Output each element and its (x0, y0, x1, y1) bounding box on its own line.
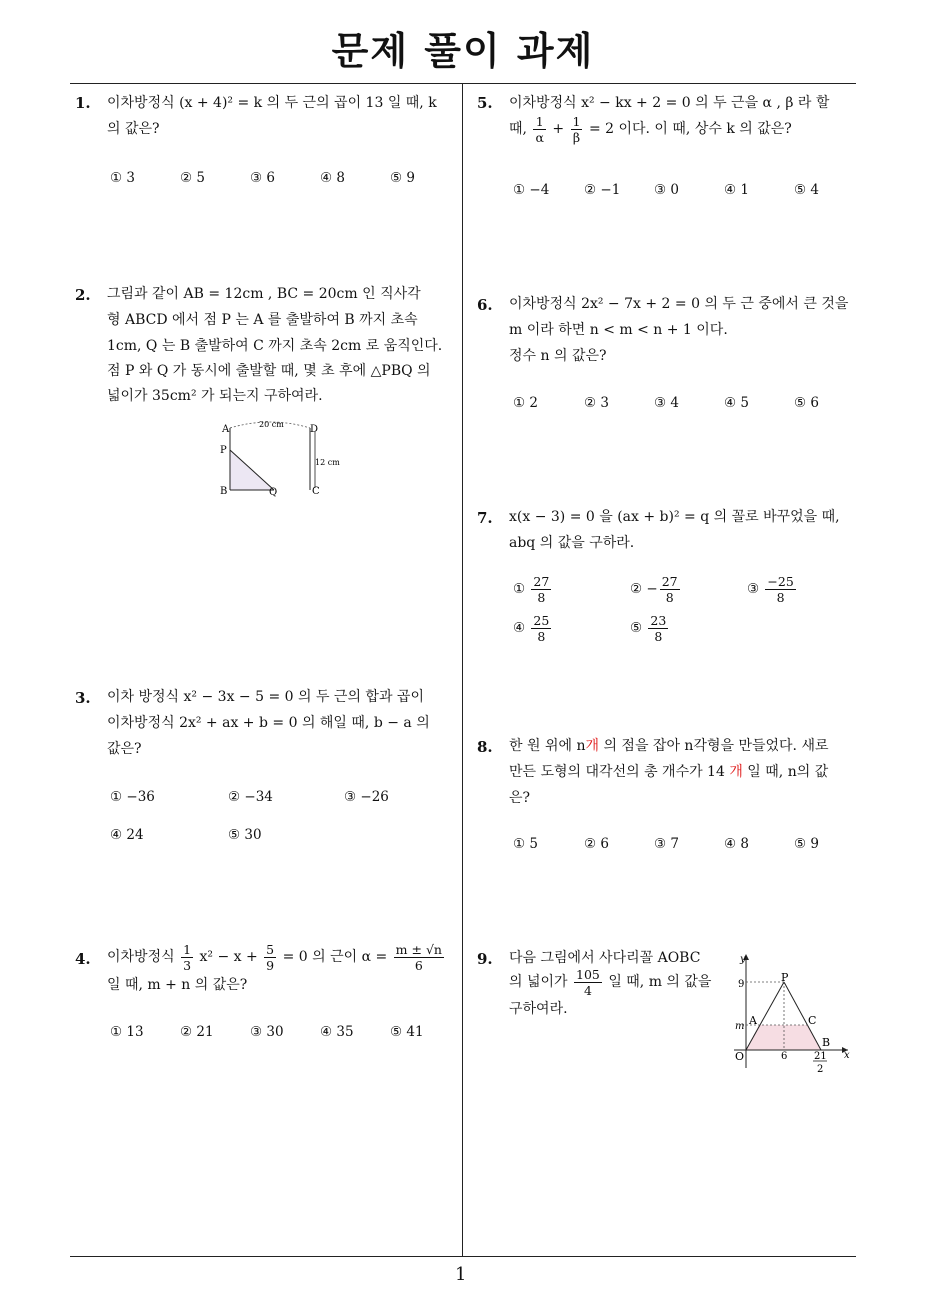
question-text: 의 값은? (107, 121, 160, 137)
fraction (571, 114, 583, 145)
answer-choice: ② −34 (228, 789, 273, 805)
choice-sign: − (646, 581, 658, 597)
question-text: 점 P 와 Q 가 동시에 출발할 때, 몇 초 후에 △PBQ 의 (107, 363, 431, 379)
trapezoid-figure (730, 948, 855, 1078)
question-text: 이차방정식 x² − kx + 2 = 0 의 두 근을 α , β 라 할 (509, 95, 830, 111)
label-C: C (312, 486, 320, 497)
footer-divider (70, 1256, 856, 1257)
question-text: 이차 방정식 x² − 3x − 5 = 0 의 두 근의 합과 곱이 (107, 689, 424, 705)
question-text: 이차방정식 2x² − 7x + 2 = 0 의 두 근 중에서 큰 것을 (509, 296, 849, 312)
answer-choice: ④ 35 (320, 1024, 354, 1040)
page-title: 문제 풀이 과제 (331, 29, 595, 73)
question-number: 4. (75, 950, 91, 968)
fraction (660, 574, 680, 605)
question-number: 8. (477, 738, 493, 756)
fraction (533, 114, 545, 145)
answer-choice: ③ −26 (344, 789, 389, 805)
answer-choice: ③ 6 (250, 170, 275, 186)
question-number: 2. (75, 286, 91, 304)
answer-choice (513, 613, 553, 644)
question-text: 형 ABCD 에서 점 P 는 A 를 출발하여 B 까지 초속 (107, 312, 418, 328)
question-text: 이차방정식 (x + 4)² = k 의 두 근의 곱이 13 일 때, k (107, 95, 437, 111)
label-D: D (310, 424, 319, 435)
text-segment: + (552, 121, 565, 137)
answer-choice: ③ 4 (654, 395, 679, 411)
text-segment: 의 넓이가 (509, 974, 568, 990)
numerator: 1 (183, 941, 192, 957)
choice-mark: ④ (513, 620, 526, 636)
answer-choice: ② 21 (180, 1024, 214, 1040)
fraction (531, 613, 551, 644)
column-divider (462, 84, 463, 1256)
answer-choice: ④ 8 (320, 170, 345, 186)
label-nine: 9 (738, 979, 745, 990)
question-text: 은? (509, 790, 531, 806)
question-text: abq 의 값을 구하라. (509, 535, 635, 551)
numerator: m ± √n (395, 941, 442, 957)
question-number: 6. (477, 296, 493, 314)
answer-choice (630, 613, 670, 644)
label-six: 6 (781, 1051, 788, 1062)
question-text: 구하여라. (509, 1001, 568, 1017)
answer-choice: ① 13 (110, 1024, 144, 1040)
denominator: 6 (414, 957, 423, 973)
answer-choice: ⑤ 6 (794, 395, 819, 411)
fraction (264, 942, 276, 973)
answer-choice: ⑤ 9 (794, 836, 819, 852)
denominator: 8 (537, 629, 546, 644)
label-y: y (740, 954, 746, 965)
answer-choice (630, 574, 682, 605)
answer-choice (513, 574, 553, 605)
label-B: B (822, 1036, 831, 1049)
highlight-text: 개 (729, 764, 743, 780)
question-number: 7. (477, 509, 493, 527)
answer-choice: ④ 5 (724, 395, 749, 411)
denominator: 9 (266, 957, 275, 973)
numerator: 105 (576, 966, 600, 982)
choice-mark: ② (630, 581, 643, 597)
question-text (509, 965, 711, 999)
text-segment: 만든 도형의 대각선의 총 개수가 14 (509, 764, 730, 780)
answer-choice: ① −4 (513, 182, 550, 198)
denominator: 3 (183, 957, 192, 973)
denominator: 8 (776, 590, 785, 605)
answer-choice: ③ 0 (654, 182, 679, 198)
answer-choice: ② 3 (584, 395, 609, 411)
answer-choice: ⑤ 30 (228, 827, 262, 843)
answer-choice: ③ 30 (250, 1024, 284, 1040)
numerator: 25 (533, 613, 550, 628)
question-number: 9. (477, 950, 493, 968)
answer-choice: ① 3 (110, 170, 135, 186)
text-segment: = 0 의 근이 α = (282, 949, 388, 965)
answer-choice: ④ 8 (724, 836, 749, 852)
answer-choice: ⑤ 41 (390, 1024, 424, 1040)
denominator: 8 (665, 590, 674, 605)
question-text (107, 940, 446, 974)
question-text: 일 때, m + n 의 값은? (107, 977, 248, 993)
question-text: 값은? (107, 741, 142, 757)
answer-choice (747, 574, 798, 605)
label-A: A (749, 1014, 757, 1027)
answer-choice: ⑤ 4 (794, 182, 819, 198)
text-segment: 때, (509, 121, 527, 137)
question-text: 이차방정식 2x² + ax + b = 0 의 해일 때, b − a 의 (107, 715, 430, 731)
label-Q: Q (269, 487, 278, 498)
label-P: P (781, 971, 789, 984)
label-m: m (735, 1021, 745, 1032)
text-segment: 이차방정식 (107, 949, 175, 965)
label-frac-denominator: 2 (817, 1064, 824, 1075)
rectangle-figure (212, 418, 357, 502)
label-O: O (735, 1050, 745, 1063)
answer-choice: ④ 1 (724, 182, 749, 198)
question-text (509, 733, 829, 759)
text-segment: 한 원 위에 n (509, 738, 586, 754)
fraction (181, 942, 193, 973)
choice-mark: ③ (747, 581, 760, 597)
denominator: α (535, 129, 544, 145)
highlight-text: 개 (585, 738, 599, 754)
question-text: x(x − 3) = 0 을 (ax + b)² = q 의 꼴로 바꾸었을 때, (509, 509, 840, 525)
answer-choice: ② 5 (180, 170, 205, 186)
answer-choice: ① −36 (110, 789, 155, 805)
label-C: C (808, 1014, 817, 1027)
label-P: P (220, 445, 227, 456)
denominator: 8 (537, 590, 546, 605)
answer-choice: ① 2 (513, 395, 538, 411)
question-text: m 이라 하면 n < m < n + 1 이다. (509, 322, 728, 338)
question-text (509, 112, 792, 146)
question-number: 1. (75, 94, 91, 112)
question-text: 그림과 같이 AB = 12cm , BC = 20cm 인 직사각 (107, 286, 421, 302)
answer-choice: ③ 7 (654, 836, 679, 852)
numerator: −25 (767, 574, 794, 589)
answer-choice: ② −1 (584, 182, 621, 198)
text-segment: = 2 이다. 이 때, 상수 k 의 값은? (588, 121, 792, 137)
question-text: 넓이가 35cm² 가 되는지 구하여라. (107, 388, 323, 404)
answer-choice: ④ 24 (110, 827, 144, 843)
question-text: 다음 그림에서 사다리꼴 AOBC (509, 950, 701, 966)
question-number: 3. (75, 689, 91, 707)
numerator: 1 (572, 113, 581, 129)
numerator: 5 (266, 941, 275, 957)
question-text (509, 759, 828, 785)
text-segment: x² − x + (199, 949, 258, 965)
numerator: 1 (533, 114, 545, 130)
label-x: x (844, 1050, 850, 1061)
answer-choice: ① 5 (513, 836, 538, 852)
text-segment: 일 때, n의 값 (742, 764, 829, 780)
answer-choice: ② 6 (584, 836, 609, 852)
header-divider (70, 83, 856, 84)
fraction (648, 613, 668, 644)
denominator: 8 (654, 629, 663, 644)
fraction (765, 574, 795, 605)
question-text: 1cm, Q 는 B 출발하여 C 까지 초속 2cm 로 움직인다. (107, 338, 443, 354)
text-segment: 의 점을 잡아 n각형을 만들었다. 새로 (599, 738, 829, 754)
label-side-length: 12 cm (315, 458, 340, 467)
label-top-length: 20 cm (259, 420, 284, 429)
denominator: β (572, 129, 581, 145)
label-B: B (220, 486, 228, 497)
choice-mark: ⑤ (630, 620, 643, 636)
numerator: 27 (533, 574, 550, 589)
question-number: 5. (477, 94, 493, 112)
fraction (394, 942, 444, 973)
fraction (574, 967, 602, 998)
numerator: 23 (650, 613, 667, 628)
fraction (531, 574, 551, 605)
page-number: 1 (455, 1264, 467, 1285)
numerator: 27 (661, 574, 678, 589)
label-A: A (222, 424, 230, 435)
text-segment: 일 때, m 의 값을 (608, 974, 712, 990)
denominator: 4 (583, 982, 592, 998)
question-text: 정수 n 의 값은? (509, 348, 607, 364)
choice-mark: ① (513, 581, 526, 597)
answer-choice: ⑤ 9 (390, 170, 415, 186)
label-frac-numerator: 21 (814, 1051, 827, 1062)
